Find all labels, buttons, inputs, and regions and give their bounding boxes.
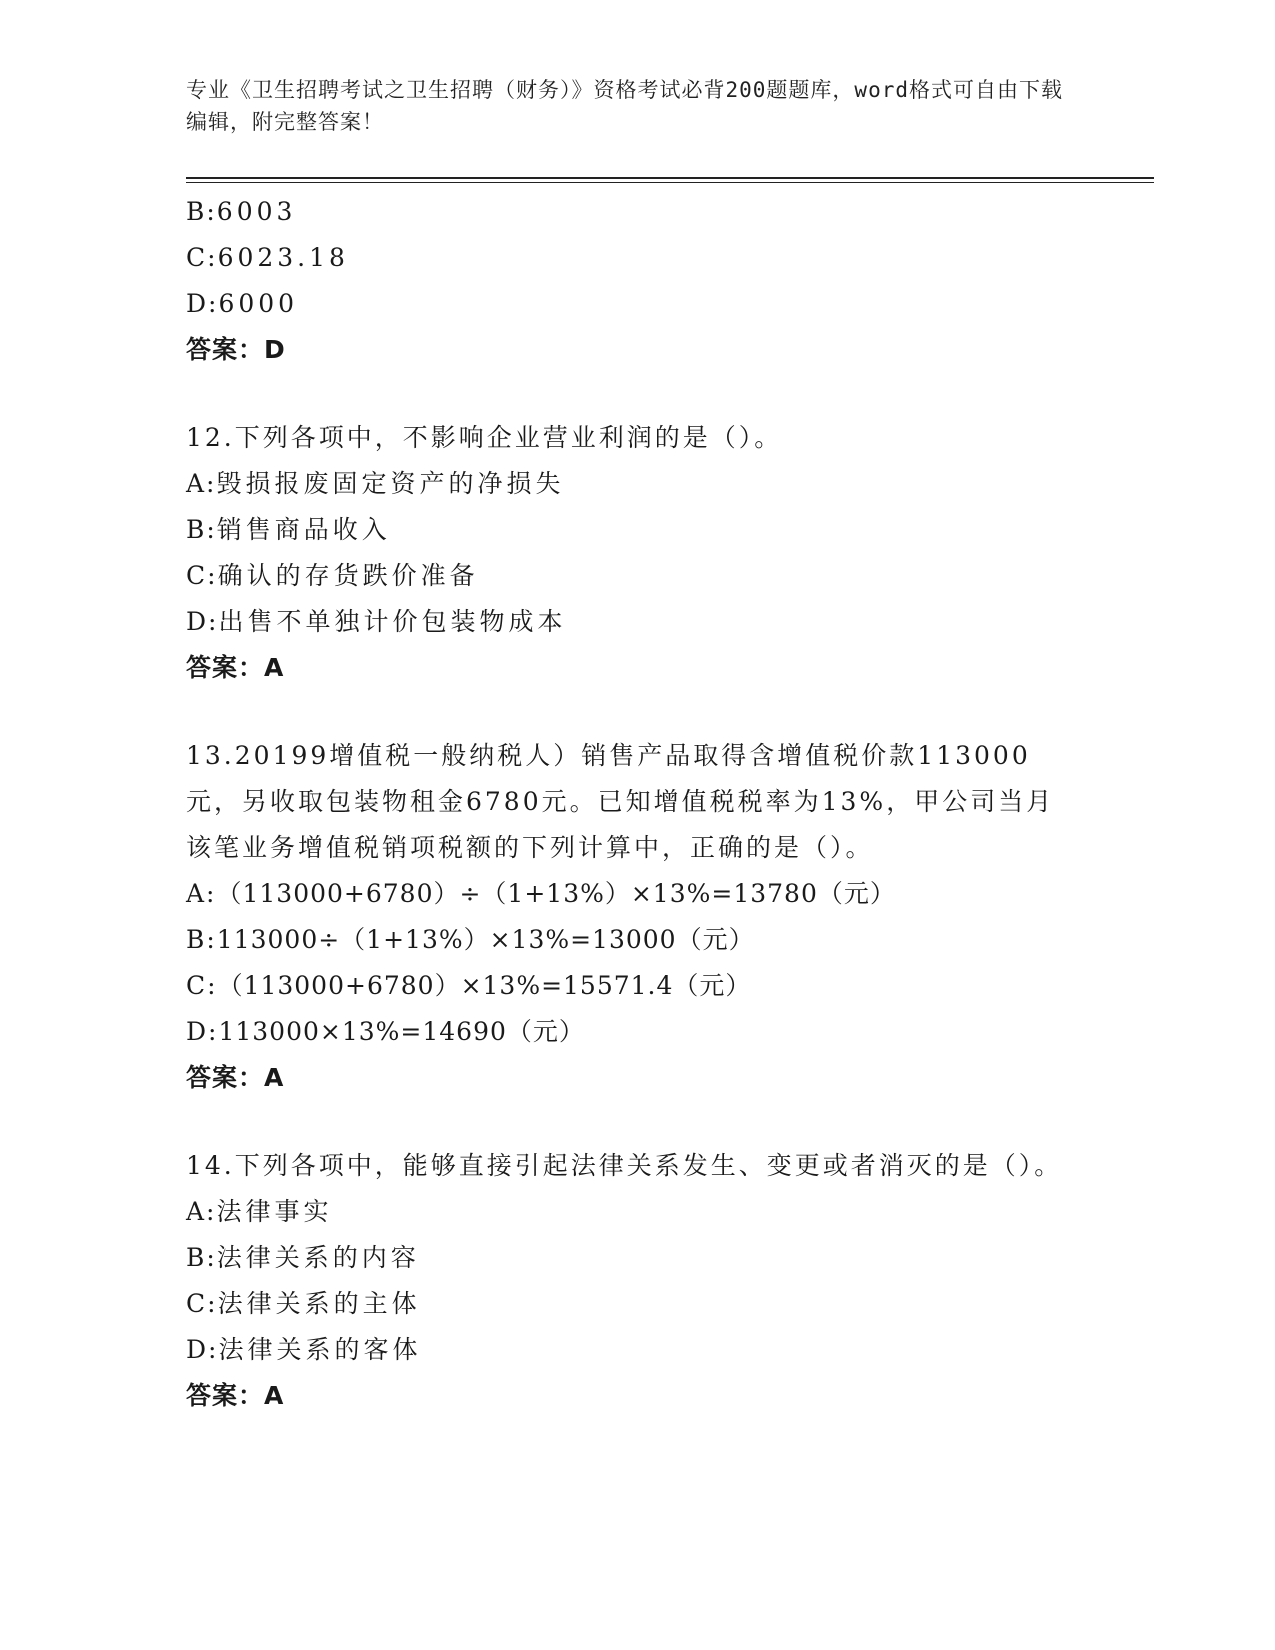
option-label: A:	[186, 1197, 217, 1226]
spacer	[186, 691, 1066, 733]
option-label: A:	[186, 469, 217, 498]
option-c	[186, 1281, 1066, 1327]
option-text: 毁损报废固定资产的净损失	[216, 469, 565, 498]
option-d	[186, 599, 1066, 645]
question-13	[186, 733, 1066, 1101]
question-14	[186, 1143, 1066, 1419]
option-b	[186, 189, 1066, 235]
option-text: 销售商品收入	[216, 515, 391, 544]
option-d	[186, 1009, 1066, 1055]
option-a	[186, 1189, 1066, 1235]
option-text: 6003	[216, 197, 297, 226]
option-label: D:	[186, 1335, 219, 1364]
option-text: 出售不单独计价包装物成本	[218, 607, 567, 636]
option-c	[186, 963, 1066, 1009]
spacer	[186, 1101, 1066, 1143]
prev-question-block	[186, 189, 1066, 373]
option-b	[186, 1235, 1066, 1281]
answer-line: 答案：A	[186, 1381, 285, 1410]
option-text: 法律关系的客体	[218, 1335, 422, 1364]
option-text: （113000+6780）×13%=15571.4（元）	[217, 971, 752, 1000]
answer-line: 答案：A	[186, 653, 285, 682]
option-label: A:	[186, 879, 217, 908]
option-text: 法律关系的主体	[217, 1289, 421, 1318]
header-divider-thin	[186, 182, 1154, 183]
question-stem: 14.下列各项中，能够直接引起法律关系发生、变更或者消灭的是（）。	[186, 1151, 1063, 1180]
option-label: B:	[186, 197, 217, 226]
option-label: B:	[186, 515, 217, 544]
option-text: 6000	[218, 289, 299, 318]
answer-line: 答案：A	[186, 1063, 285, 1092]
option-a	[186, 871, 1066, 917]
option-text: （113000+6780）÷（1+13%）×13%=13780（元）	[216, 879, 896, 908]
option-b	[186, 917, 1066, 963]
option-label: D:	[186, 607, 219, 636]
option-label: C:	[186, 1289, 218, 1318]
option-label: C:	[186, 971, 218, 1000]
question-stem: 12.下列各项中，不影响企业营业利润的是（）。	[186, 423, 783, 452]
option-label: D:	[186, 1017, 219, 1046]
answer-line: 答案：D	[186, 335, 286, 364]
option-c	[186, 553, 1066, 599]
spacer	[186, 373, 1066, 415]
header-divider-thick	[186, 177, 1154, 179]
question-stem: 13.20199增值税一般纳税人）销售产品取得含增值税价款113000元，另收取包装物租金6780元。已知增值税税率为13%，甲公司当月该笔业务增值税销项税额的下列计算中，正确的是（）。	[186, 741, 1055, 862]
option-label: C:	[186, 561, 218, 590]
question-content	[186, 189, 1066, 1419]
option-text: 6023.18	[217, 243, 349, 272]
option-label: D:	[186, 289, 219, 318]
option-label: B:	[186, 1243, 217, 1272]
option-text: 113000÷（1+13%）×13%=13000（元）	[216, 925, 755, 954]
option-d	[186, 281, 1066, 327]
option-a	[186, 461, 1066, 507]
option-c	[186, 235, 1066, 281]
option-label: B:	[186, 925, 217, 954]
option-b	[186, 507, 1066, 553]
question-12	[186, 415, 1066, 691]
option-d	[186, 1327, 1066, 1373]
option-text: 法律关系的内容	[216, 1243, 420, 1272]
page-header: 专业《卫生招聘考试之卫生招聘（财务）》资格考试必背200题题库，word格式可自由下载编辑，附完整答案！	[186, 78, 1063, 134]
option-text: 确认的存货跌价准备	[217, 561, 479, 590]
option-text: 113000×13%=14690（元）	[218, 1017, 585, 1046]
option-text: 法律事实	[216, 1197, 333, 1226]
option-label: C:	[186, 243, 218, 272]
